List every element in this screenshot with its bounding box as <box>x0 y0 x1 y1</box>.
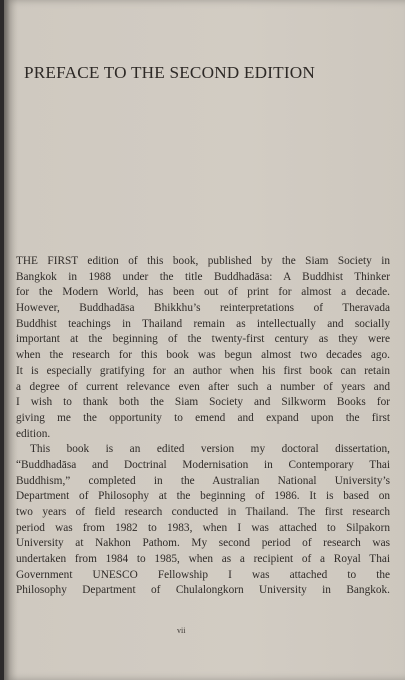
text-line: giving me the opportunity to emend and expand upon the first <box>16 411 390 424</box>
text-line: “Buddhadāsa and Doctrinal Modernisation in Contemporary Thai <box>16 458 390 471</box>
text-line: It is especially gratifying for an author when his first book can retain <box>16 364 390 377</box>
text-line: a degree of current relevance even after such a number of years and <box>16 380 390 393</box>
text-line: edition. <box>16 427 51 440</box>
text-line: important at the beginning of the twenty-first century as they were <box>16 333 390 346</box>
text-line: This book is an edited version my doctoral dissertation, <box>30 443 390 456</box>
text-line: I wish to thank both the Siam Society and Silkworm Books for <box>16 396 390 409</box>
page-heading: PREFACE TO THE SECOND EDITION <box>24 63 315 82</box>
text-line: Philosophy Department of Chulalongkorn University in Bangkok. <box>16 584 390 597</box>
text-line: Department of Philosophy at the beginning of 1986. It is based on <box>16 490 390 503</box>
text-line: Government UNESCO Fellowship I was attached to the <box>16 568 390 581</box>
text-line: Buddhist teachings in Thailand remain as intellectually and socially <box>16 317 390 330</box>
paragraph-2 <box>16 442 390 599</box>
book-page <box>4 0 405 680</box>
text-line: Bangkok in 1988 under the title Buddhadāsa: A Buddhist Thinker <box>16 270 390 283</box>
text-line: THE FIRST edition of this book, published by the Siam Society in <box>16 255 390 267</box>
text-line: when the research for this book was begun almost two decades ago. <box>16 349 390 362</box>
text-line: undertaken from 1984 to 1985, when as a recipient of a Royal Thai <box>16 553 390 566</box>
page-number: vii <box>177 626 186 635</box>
paragraph-1 <box>16 254 390 442</box>
text-line: However, Buddhadāsa Bhikkhu’s reinterpretations of Theravada <box>16 302 390 315</box>
text-line: for the Modern World, has been out of print for almost a decade. <box>16 286 390 299</box>
text-line: period was from 1982 to 1983, when I was attached to Silpakorn <box>16 521 390 534</box>
text-line: Buddhism,” completed in the Australian National University’s <box>16 474 390 487</box>
preface-body <box>16 254 390 599</box>
text-line: University at Nakhon Pathom. My second period of research was <box>16 537 390 550</box>
text-line: two years of field research conducted in Thailand. The first research <box>16 506 390 518</box>
